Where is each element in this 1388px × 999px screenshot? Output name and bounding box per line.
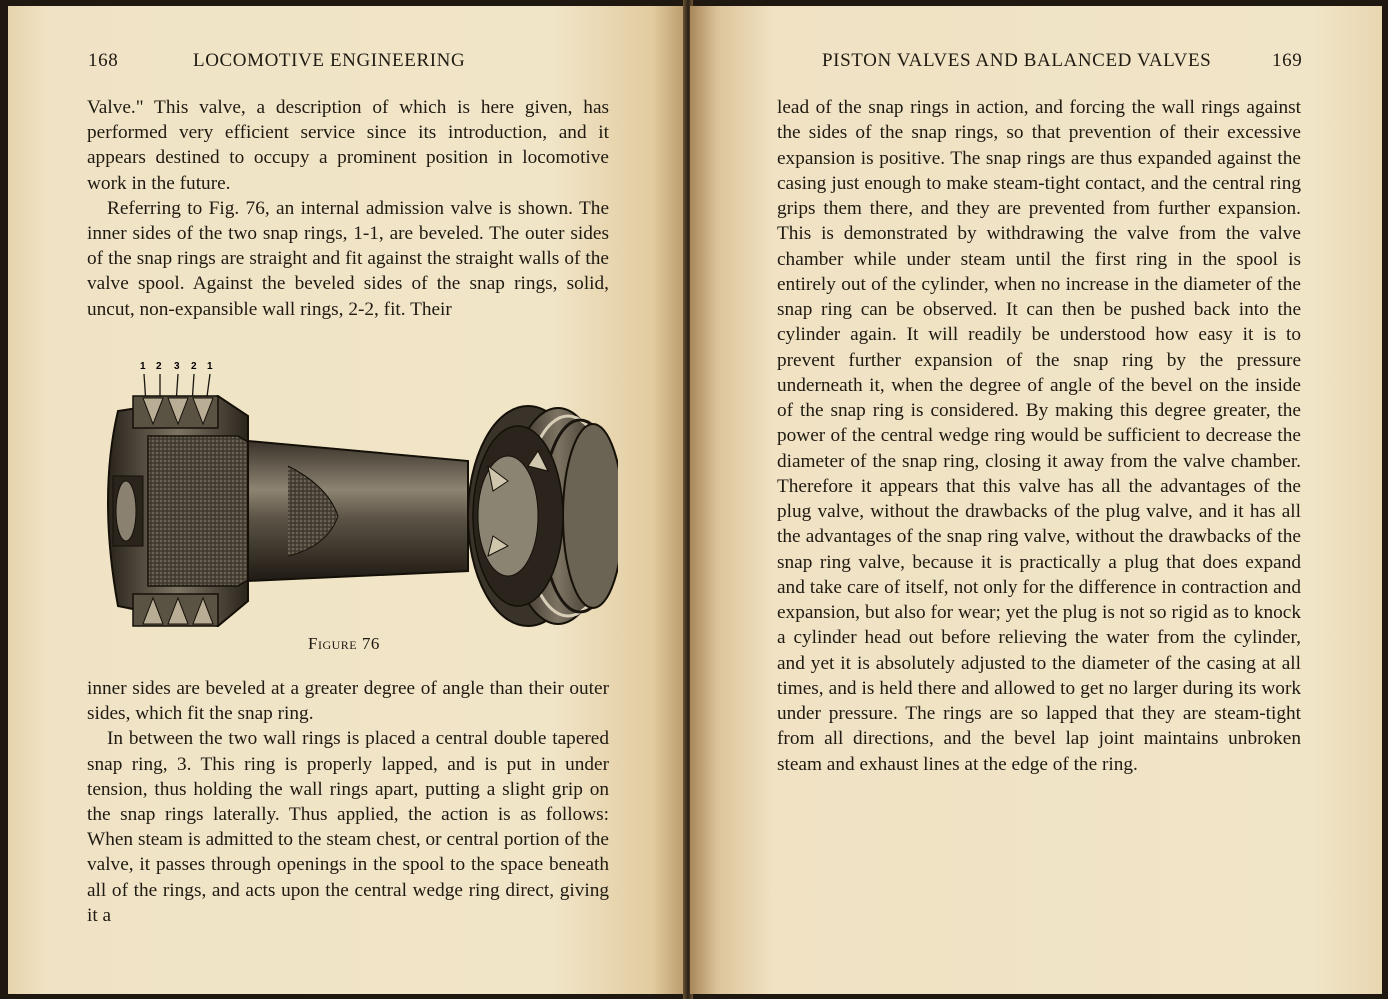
piston-valve-engraving	[88, 356, 618, 636]
paragraph: Valve." This valve, a description of which is here given, has performed very efficient service since its introduction, and it appears destined to occupy a prominent position in locomotive work in the future.	[87, 97, 609, 194]
paragraph: inner sides are beveled at a greater degree of angle than their outer sides, which fit the snap ring.	[87, 678, 609, 725]
body-text	[777, 95, 1301, 777]
callout-label: 1	[207, 361, 213, 372]
paragraph: In between the two wall rings is placed a central double tapered snap ring, 3. This ring is properly lapped, and is put in under tension, thus holding the wall rings apart, putting a slight grip on the snap rings laterally. Thus applied, the action is as follows: When steam is admitted to the steam chest, or central portion of the valve, it passes through openings in the spool to the space beneath all of the rings, and acts upon the central wedge ring direct, giving it a	[87, 728, 609, 926]
callout-label: 2	[191, 361, 197, 372]
figure-76-illustration	[88, 356, 618, 636]
page-number: 168	[88, 50, 119, 71]
left-page	[8, 6, 686, 994]
callout-label: 1	[140, 361, 146, 372]
callout-label: 2	[156, 361, 162, 372]
running-head: LOCOMOTIVE ENGINEERING	[193, 50, 466, 71]
paragraph: Referring to Fig. 76, an internal admission valve is shown. The inner sides of the two snap rings, 1-1, are beveled. The outer sides of the snap rings are straight and fit against the straight walls of the valve spool. Against the beveled sides of the snap rings, solid, uncut, non-expansible wall rings, 2-2, fit. Their	[87, 197, 609, 320]
figure-caption	[308, 634, 380, 654]
body-text-top	[87, 95, 609, 322]
page-number: 169	[1272, 50, 1303, 71]
paragraph: lead of the snap rings in action, and forcing the wall rings against the sides of the snap rings, so that prevention of their excessive expansion is positive. The snap rings are thus expanded against the casing just enough to make steam-tight contact, and the central ring grips them there, and they are prevented from further expansion. This is demonstrated by withdrawing the valve from the valve chamber while under steam until the first ring in the spool is entirely out of the cylinder, when no increase in the diameter of the snap ring can be observed. It can then be pushed back into the cylinder again. It will readily be understood how easy it is to prevent further expansion of the snap ring by the pressure underneath it, when the degree of angle of the bevel on the inside of the snap ring is considered. By making this degree greater, the power of the central wedge ring would be sufficient to decrease the diameter of the snap ring, closing it away from the valve chamber. Therefore it appears that this valve has all the advantages of the plug valve, without the drawbacks of the plug valve, and it has all the advantages of the snap ring valve, without the drawbacks of the snap ring valve, because it is practically a plug that does expand and take care of itself, not only for the difference in contraction and expansion, but also for wear; yet the plug is not so rigid as to knock a cylinder head out before relieving the water from the cylinder, and yet it is absolutely adjusted to the diameter of the casing at all times, and is held there and allowed to get no larger during its work under pressure. The rings are so lapped that they are steam-tight from all directions, and the bevel lap joint maintains unbroken steam and exhaust lines at the edge of the ring.	[777, 97, 1301, 775]
right-page	[690, 6, 1382, 994]
body-text-bottom	[87, 676, 609, 928]
valve-spool	[248, 441, 468, 581]
figure-caption-text: Figure 76	[308, 634, 380, 653]
callout-label: 3	[174, 361, 180, 372]
running-head: PISTON VALVES AND BALANCED VALVES	[822, 50, 1212, 71]
